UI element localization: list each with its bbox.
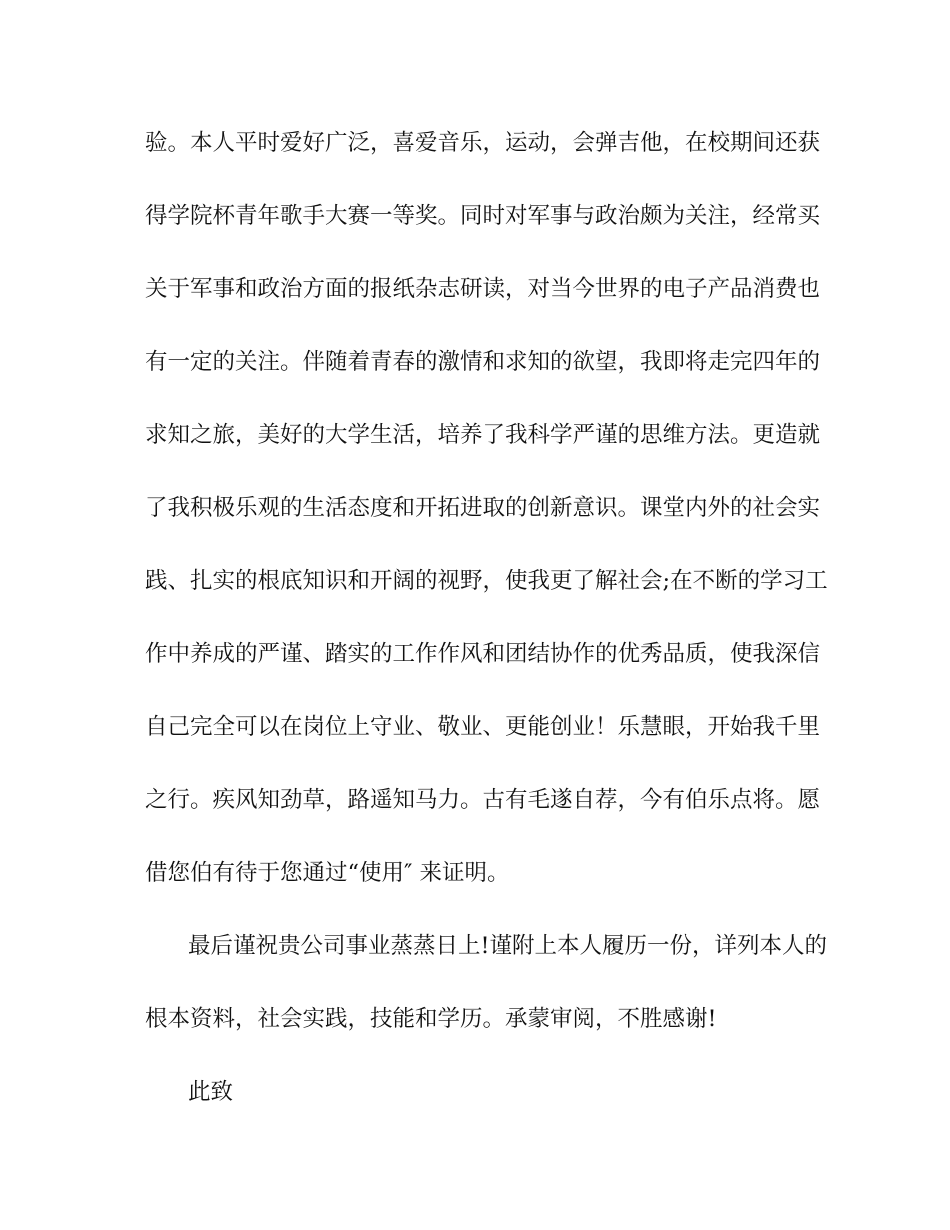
text-line: 自己完全可以在岗位上守业、敬业、更能创业！乐慧眼，开始我千里 [145,714,821,740]
text-line: 作中养成的严谨、踏实的工作作风和团结协作的优秀品质，使我深信 [145,641,821,667]
text-line: 践、扎实的根底知识和开阔的视野，使我更了解社会;在不断的学习工 [145,568,828,594]
text-line: 得学院杯青年歌手大赛一等奖。同时对军事与政治颇为关注，经常买 [145,203,821,229]
text-line: 验。本人平时爱好广泛，喜爱音乐，运动，会弹吉他，在校期间还获 [145,130,821,156]
text-line: 借您伯有待于您通过“使用″ 来证明。 [145,860,510,886]
text-line: 根本资料，社会实践，技能和学历。承蒙审阅，不胜感谢! [145,1006,717,1032]
text-line: 之行。疾风知劲草，路遥知马力。古有毛遂自荐，今有伯乐点将。愿 [145,787,821,813]
closing-salutation: 此致 [188,1079,234,1105]
text-line: 求知之旅，美好的大学生活，培养了我科学严谨的思维方法。更造就 [145,422,821,448]
text-line: 最后谨祝贵公司事业蒸蒸日上!谨附上本人履历一份，详列本人的 [188,933,828,959]
text-line: 有一定的关注。伴随着青春的激情和求知的欲望，我即将走完四年的 [145,349,821,375]
text-line: 了我积极乐观的生活态度和开拓进取的创新意识。课堂内外的社会实 [145,495,821,521]
text-line: 关于军事和政治方面的报纸杂志研读，对当今世界的电子产品消费也 [145,276,821,302]
